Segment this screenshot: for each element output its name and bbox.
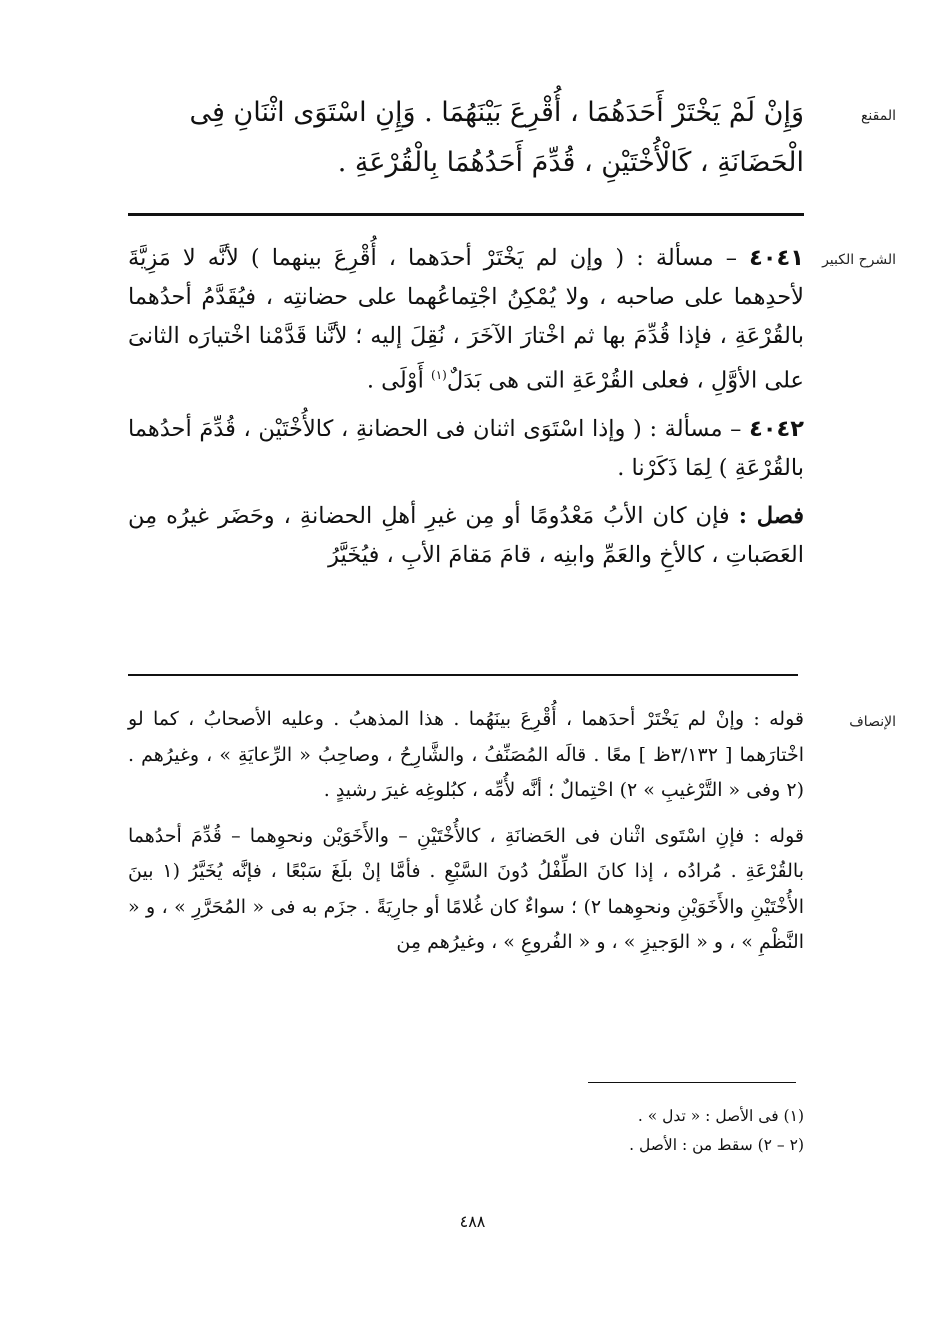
insaf-label: الإنصاف [849, 714, 896, 730]
issue-text: – مسألة : ( وإذا اسْتَوَى اثنان فى الحضانةِ ، كالأُخْتَيْن ، قُدِّمَ أحدُهما بالقُرْعَةِ ) لِمَا ذَكَرْنا . [128, 415, 804, 481]
issue-number: ٤٠٤٢ [749, 415, 805, 442]
sharh-issue-4041 [128, 239, 804, 401]
sharh-text [128, 239, 804, 575]
moqnea-line-2: الْحَضَانَةِ ، كَالْأُخْتَيْنِ ، قُدِّمَ أَحَدُهُمَا بِالْقُرْعَةِ . [337, 147, 804, 178]
footnote-1: (١) فى الأصل : « تدل » . [637, 1107, 804, 1125]
moqnea-label: المقنع [860, 108, 896, 124]
insaf-paragraph-1: قوله : وإنْ لم يَخْتَرْ أحدَهما ، أُقْرِعَ بينَهُما . هذا المذهبُ . وعليه الأصحابُ ، كما لو اخْتارَهما [ ٣/١٣٢ظ ] معًا . قالَه المُصَنِّفُ ، والشَّارِحُ ، وصاحِبُ « الرِّعايَةِ » ، وغيرُهم . (٢ وفى « التَّرْغيبِ » ٢) احْتِمالٌ ؛ أنَّه لأُمِّه ، كبُلوغِه غيرَ رشيدٍ . [128, 708, 804, 801]
issue-text-tail: أَوْلَى . [366, 367, 432, 394]
issue-number: ٤٠٤١ [749, 245, 804, 271]
insaf-paragraph-2: قوله : فإنِ اسْتَوى اثْنان فى الحَضانَةِ ، كالأُخْتَيْنِ – والأَخَوَيْن ونحوِهما – قُدِّمَ أحدُهما بالقُرْعَةِ . مُرادُه ، إذا كانَ الطِّفْلُ دُونَ السَّبْعِ . فأمَّا إنْ بلَغَ سَبْعًا ، فإنَّه يُخَيَّرُ (١ بينَ الأُخْتَيْنِ والأَخَوَيْنِ ونحوِهما ٢) ؛ سواءٌ كان غُلامًا أو جارِيَةً . جزَم به فى « المُحَرَّرِ » ، و « النَّظْمِ » ، و « الوَجيزِ » ، و « الفُروعِ » ، وغيرُهم مِن [128, 824, 804, 953]
sharh-insaf-divider [128, 674, 798, 676]
issue-text: – مسألة : ( وإن لم يَخْتَرْ أحدَهما ، أُقْرِعَ بينهما ) لأنَّه لا مَزِيَّةَ لأحدِهما على صاحبه ، ولا يُمْكِنُ اجْتِماعُهما على حضانتِه ، فيُقَدَّمُ أحدُهما بالقُرْعَةِ ، فإذا قُدِّمَ بها ثم اخْتارَ الآخَرَ ، نُقِلَ إليه ؛ لأنَّنا قَدَّمْنا اخْتيارَه الثانىَ على الأوَّلِ ، فعلى القُرْعَةِ التى هى بَدَلٌ [128, 245, 804, 394]
insaf-text [128, 702, 804, 961]
sharh-issue-4042 [128, 410, 804, 488]
sharh-fasl [128, 497, 804, 575]
fasl-heading: فصل : [738, 502, 805, 529]
moqnea-line-1: وَإِنْ لَمْ يَخْتَرْ أَحَدَهُمَا ، أُقْرِعَ بَيْنَهُمَا . وَإِنِ اسْتَوَى اثْنَانِ فِى [189, 97, 804, 128]
footnote-marker: (١) [431, 368, 447, 382]
fasl-text: فإن كان الأبُ مَعْدُومًا أو مِن غيرِ أهلِ الحضانةِ ، وحَضَر غيرُه مِن العَصَباتِ ، كالأخِ والعَمِّ وابنِه ، قامَ مَقامَ الأبِ ، فيُخَيَّرُ [128, 502, 804, 568]
sharh-label: الشرح الكبير [822, 252, 896, 268]
page-number: ٤٨٨ [459, 1212, 486, 1231]
moqnea-sharh-divider [128, 213, 804, 216]
footnote-2: (٢ – ٢) سقط من : الأصل . [629, 1136, 804, 1154]
moqnea-text [128, 88, 804, 188]
footnote-divider [588, 1082, 796, 1083]
footnotes [400, 1102, 804, 1160]
